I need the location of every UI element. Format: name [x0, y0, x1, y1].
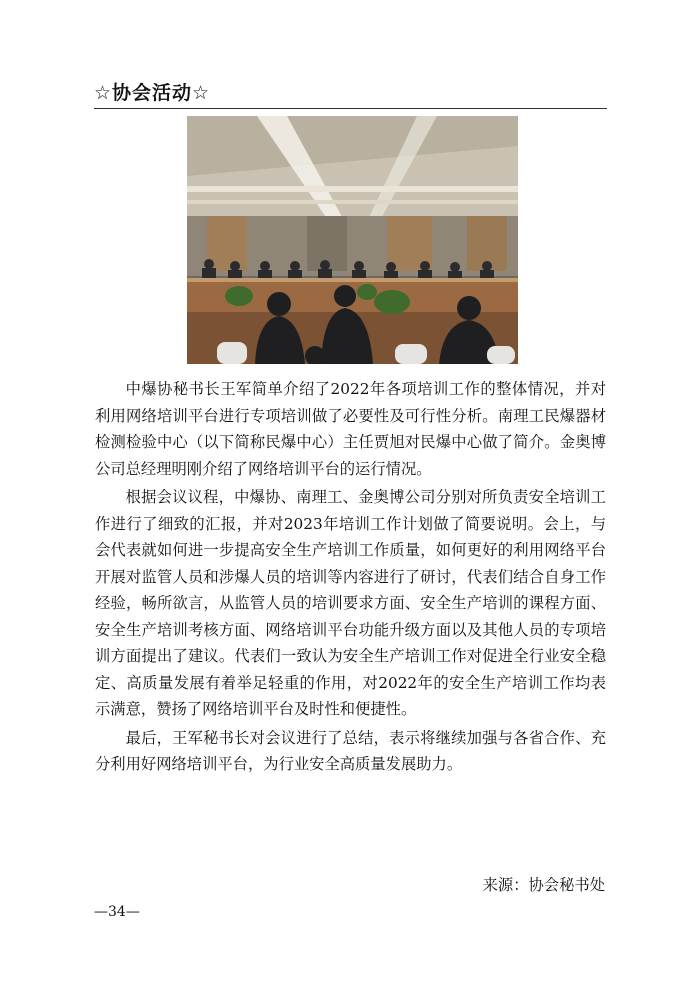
header-divider — [94, 108, 607, 109]
paragraph-2: 根据会议议程，中爆协、南理工、金奥博公司分别对所负责安全培训工作进行了细致的汇报，并对2023年培训工作计划做了简要说明。会上，与会代表就如何进一步提高安全生产培训工作质量，如何更好的利用网络平台开展对监管人员和涉爆人员的培训等内容进行了研讨，代表们结合自身工作经验，畅所欲言，从监管人员的培训要求方面、安全生产培训的课程方面、安全生产培训考核方面、网络培训平台功能升级方面以及其他人员的专项培训方面提出了建议。代表们一致认为安全生产培训工作对促进全行业安全稳定、高质量发展有着举足轻重的作用，对2022年的安全生产培训工作均表示满意，赞扬了网络培训平台及时性和便捷性。 — [95, 488, 606, 718]
section-header — [94, 82, 607, 109]
article-body — [95, 376, 606, 780]
paragraph-3: 最后，王军秘书长对会议进行了总结，表示将继续加强与各省合作、充分利用好网络培训平台，为行业安全高质量发展助力。 — [95, 728, 606, 773]
section-title: ☆协会活动☆ — [94, 82, 211, 104]
source-credit: 来源：协会秘书处 — [482, 876, 605, 894]
meeting-photo — [187, 116, 518, 364]
meeting-photo-illustration — [187, 116, 518, 364]
page-number: —34— — [94, 904, 140, 920]
paragraph-1: 中爆协秘书长王军简单介绍了2022年各项培训工作的整体情况，并对利用网络培训平台进行专项培训做了必要性及可行性分析。南理工民爆器材检测检验中心（以下简称民爆中心）主任贾旭对民爆中心做了简介。金奥博公司总经理明刚介绍了网络培训平台的运行情况。 — [95, 380, 606, 478]
